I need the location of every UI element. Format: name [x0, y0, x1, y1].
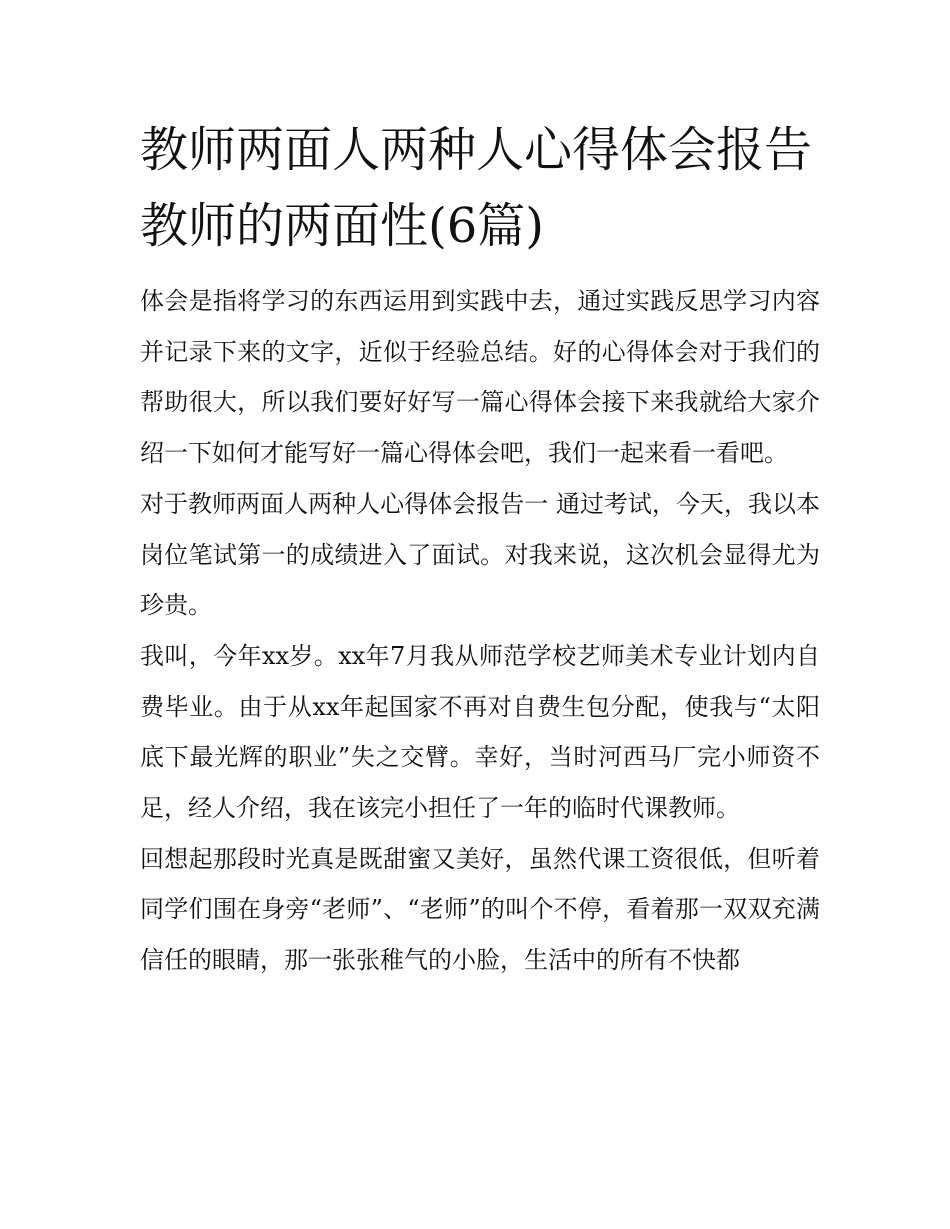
document-title: 教师两面人两种人心得体会报告 教师的两面性(6篇) [140, 122, 813, 254]
paragraph-intro: 体会是指将学习的东西运用到实践中去，通过实践反思学习内容并记录下来的文字，近似于经验总结。好的心得体会对于我们的帮助很大，所以我们要好好写一篇心得体会接下来我就给大家介绍一下如何才能写好一篇心得体会吧，我们一起来看一看吧。 [140, 287, 820, 468]
document-body [140, 276, 820, 986]
paragraph-3: 回想起那段时光真是既甜蜜又美好，虽然代课工资很低，但听着同学们围在身旁“老师”、“老师”的叫个不停，看着那一双双充满信任的眼睛，那一张张稚气的小脸，生活中的所有不快都 [140, 844, 820, 975]
paragraph-1: 对于教师两面人两种人心得体会报告一 通过考试，今天，我以本岗位笔试第一的成绩进入了面试。对我来说，这次机会显得尤为珍贵。 [140, 489, 820, 620]
paragraph-2: 我叫，今年xx岁。xx年7月我从师范学校艺师美术专业计划内自费毕业。由于从xx年起国家不再对自费生包分配，使我与“太阳底下最光辉的职业”失之交臂。幸好，当时河西马厂完小师资不足，经人介绍，我在该完小担任了一年的临时代课教师。 [140, 641, 820, 823]
